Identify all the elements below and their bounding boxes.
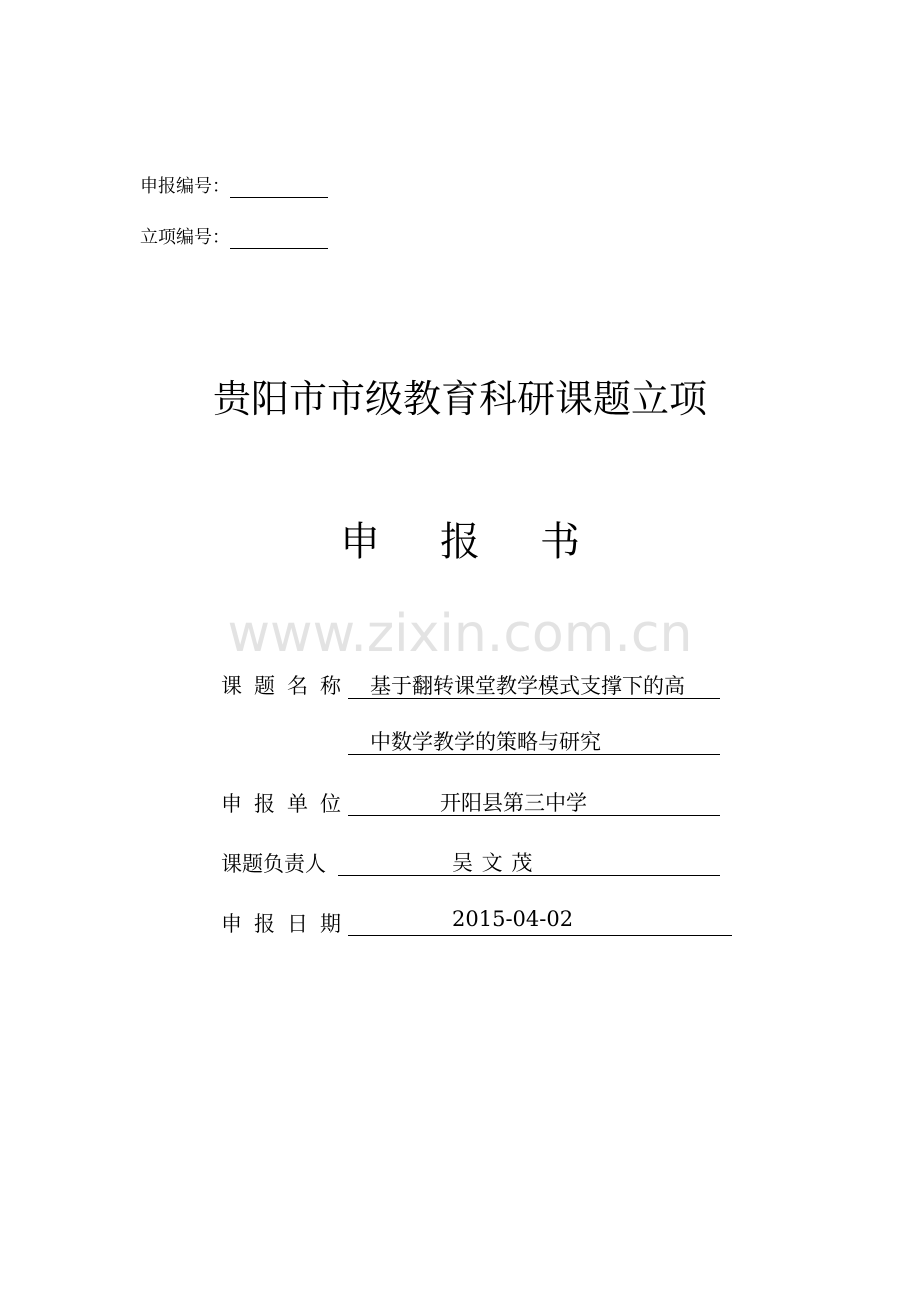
topic-label: 课题名称 [221,674,353,698]
topic-line-2[interactable] [348,724,720,755]
topic-value-line-2: 中数学教学的策略与研究 [370,730,601,754]
application-number-blank[interactable] [230,175,328,198]
unit-value: 开阳县第三中学 [440,791,587,815]
application-number-label: 申报编号： [140,176,230,197]
topic-line-1[interactable] [348,668,720,699]
topic-value-line-1: 基于翻转课堂教学模式支撑下的高 [370,674,685,698]
date-label: 申报日期 [221,912,353,936]
unit-line[interactable] [348,785,720,816]
document-subtitle: 申报书 [340,519,640,565]
leader-label: 课题负责人 [221,852,326,876]
date-value: 2015-04-02 [452,907,574,931]
project-number-label: 立项编号： [140,227,230,248]
leader-value: 吴 文 茂 [452,851,533,875]
unit-label: 申报单位 [221,792,353,816]
leader-line[interactable] [338,845,720,876]
watermark: www.zixin.com.cn [227,604,693,664]
application-number-row [140,172,328,198]
project-number-blank[interactable] [230,226,328,249]
document-title: 贵阳市市级教育科研课题立项 [212,377,707,421]
date-line[interactable] [348,905,732,936]
project-number-row [140,223,328,249]
